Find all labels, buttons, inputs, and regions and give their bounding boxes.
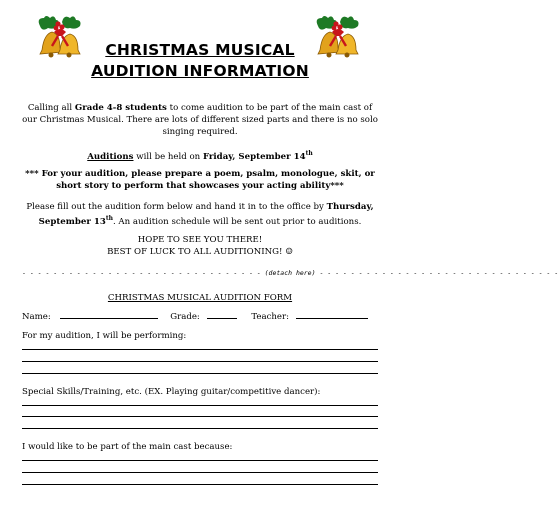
skills-question: Special Skills/Training, etc. (EX. Playing guitar/competitive dancer): xyxy=(22,387,321,397)
grade-field[interactable] xyxy=(207,309,237,319)
detach-label: (detach here) xyxy=(264,269,316,277)
deadline-text-2: . An audition schedule will be sent out prior to auditions. xyxy=(112,216,362,227)
main-cast-answer-line-3[interactable] xyxy=(22,484,378,485)
auditions-date-line xyxy=(22,148,378,163)
deadline-date: Thursday, September 13 xyxy=(38,202,374,227)
closing-line-1: HOPE TO SEE YOU THERE! xyxy=(137,235,263,245)
auditions-label: Auditions xyxy=(87,151,134,162)
form-deadline-paragraph xyxy=(22,201,378,228)
skills-answer-line-2[interactable] xyxy=(22,416,378,417)
main-cast-question: I would like to be part of the main cast because: xyxy=(22,442,233,452)
audition-instructions: *** For your audition, please prepare a poem, psalm, monologue, skit, or short story to perform that showcases your acting ability*** xyxy=(25,169,375,191)
auditions-date: Friday, September 14 xyxy=(202,151,306,162)
performance-answer-line-2[interactable] xyxy=(22,361,378,362)
intro-grades: Grade 4-8 students xyxy=(74,103,167,113)
title-line-2: AUDITION INFORMATION xyxy=(91,62,309,80)
form-title: CHRISTMAS MUSICAL AUDITION FORM xyxy=(107,293,293,303)
teacher-label: Teacher: xyxy=(251,312,290,322)
intro-text-2: to come audition to be part of the main cast of our Christmas Musical. There are lots of different sized parts and there is no solo singing required. xyxy=(22,103,378,137)
deadline-date-suffix: th xyxy=(105,215,113,222)
performance-answer-line-1[interactable] xyxy=(22,349,378,350)
detach-dashes-left: - - - - - - - - - - - - - - - - - - - - - - - - - - - - - - - xyxy=(22,269,261,277)
detach-line xyxy=(22,268,558,278)
intro-paragraph xyxy=(22,102,378,138)
closing-message xyxy=(22,234,378,258)
name-label: Name: xyxy=(22,312,51,322)
detach-dashes-right: - - - - - - - - - - - - - - - - - - - - - - - - - - - - - - - xyxy=(319,269,558,277)
page-title xyxy=(0,40,400,82)
grade-label: Grade: xyxy=(170,312,200,322)
intro-text-1: Calling all xyxy=(27,103,75,113)
skills-answer-line-1[interactable] xyxy=(22,405,378,406)
name-grade-teacher-row xyxy=(22,309,368,323)
skills-answer-line-3[interactable] xyxy=(22,428,378,429)
performance-answer-line-3[interactable] xyxy=(22,373,378,374)
performance-question: For my audition, I will be performing: xyxy=(22,331,187,341)
deadline-text-1: Please fill out the audition form below and hand it in to the office by xyxy=(26,202,327,212)
main-cast-answer-line-2[interactable] xyxy=(22,472,378,473)
auditions-text: will be held on xyxy=(133,151,203,162)
main-cast-answer-line-1[interactable] xyxy=(22,460,378,461)
teacher-field[interactable] xyxy=(296,309,368,319)
closing-line-2: BEST OF LUCK TO ALL AUDITIONING! ☺ xyxy=(107,247,293,257)
name-field[interactable] xyxy=(60,309,158,319)
title-line-1: CHRISTMAS MUSICAL xyxy=(105,41,295,59)
auditions-date-suffix: th xyxy=(305,150,313,157)
